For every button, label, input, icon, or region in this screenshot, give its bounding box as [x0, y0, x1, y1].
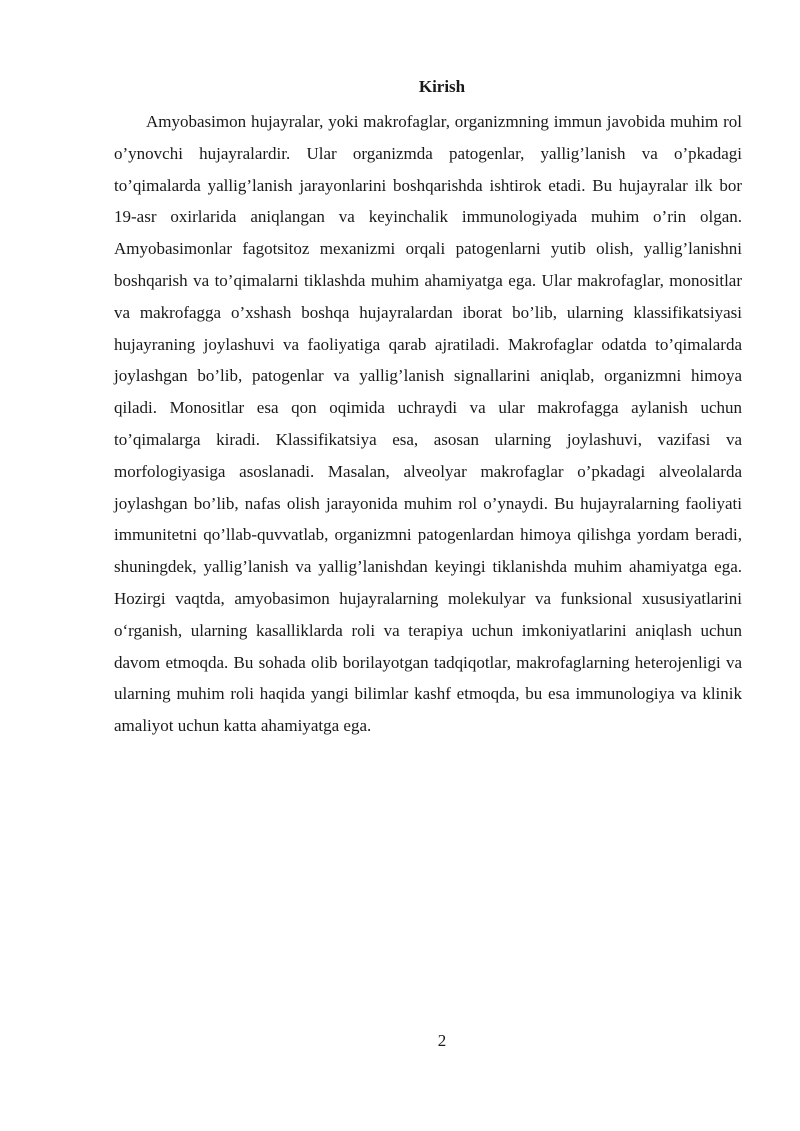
- body-paragraph: Amyobasimon hujayralar, yoki makrofaglar, organizmning immun javobida muhim rol o’ynovchi hujayralardir. Ular organizmda patogenlar, yallig’lanish va o’pkadagi to’qimalarda yallig’lanish jarayonlarini boshqarishda ishtirok etadi. Bu hujayralar ilk bor 19-asr oxirlarida aniqlangan va keyinchalik immunologiyada muhim o’rin olgan. Amyobasimonlar fagotsitoz mexanizmi orqali patogenlarni yutib olish, yallig’lanishni boshqarish va to’qimalarni tiklashda muhim ahamiyatga ega. Ular makrofaglar, monositlar va makrofagga o’xshash boshqa hujayralardan iborat bo’lib, ularning klassifikatsiyasi hujayraning joylashuvi va faoliyatiga qarab ajratiladi. Makrofaglar odatda to’qimalarda joylashgan bo’lib, patogenlar va yallig’lanish signallarini aniqlab, organizmni himoya qiladi. Monositlar esa qon oqimida uchraydi va ular makrofagga aylanish uchun to’qimalarga kiradi. Klassifikatsiya esa, asosan ularning joylashuvi, vazifasi va morfologiyasiga asoslanadi. Masalan, alveolyar makrofaglar o’pkadagi alveolalarda joylashgan bo’lib, nafas olish jarayonida muhim rol o’ynaydi. Bu hujayralarning faoliyati immunitetni qo’llab-quvvatlab, organizmni patogenlardan himoya qilishga yordam beradi, shuningdek, yallig’lanish va yallig’lanishdan keyingi tiklanishda muhim ahamiyatga ega. Hozirgi vaqtda, amyobasimon hujayralarning molekulyar va funksional xususiyatlarini o‘rganish, ularning kasalliklarda roli va terapiya uchun imkoniyatlarini aniqlash uchun davom etmoqda. Bu sohada olib borilayotgan tadqiqotlar, makrofaglarning heterojenligi va ularning muhim roli haqida yangi bilimlar kashf etmoqda, bu esa immunologiya va klinik amaliyot uchun katta ahamiyatga ega.: [114, 112, 742, 736]
- section-title: Kirish: [418, 77, 466, 96]
- page-number: 2: [437, 1031, 447, 1050]
